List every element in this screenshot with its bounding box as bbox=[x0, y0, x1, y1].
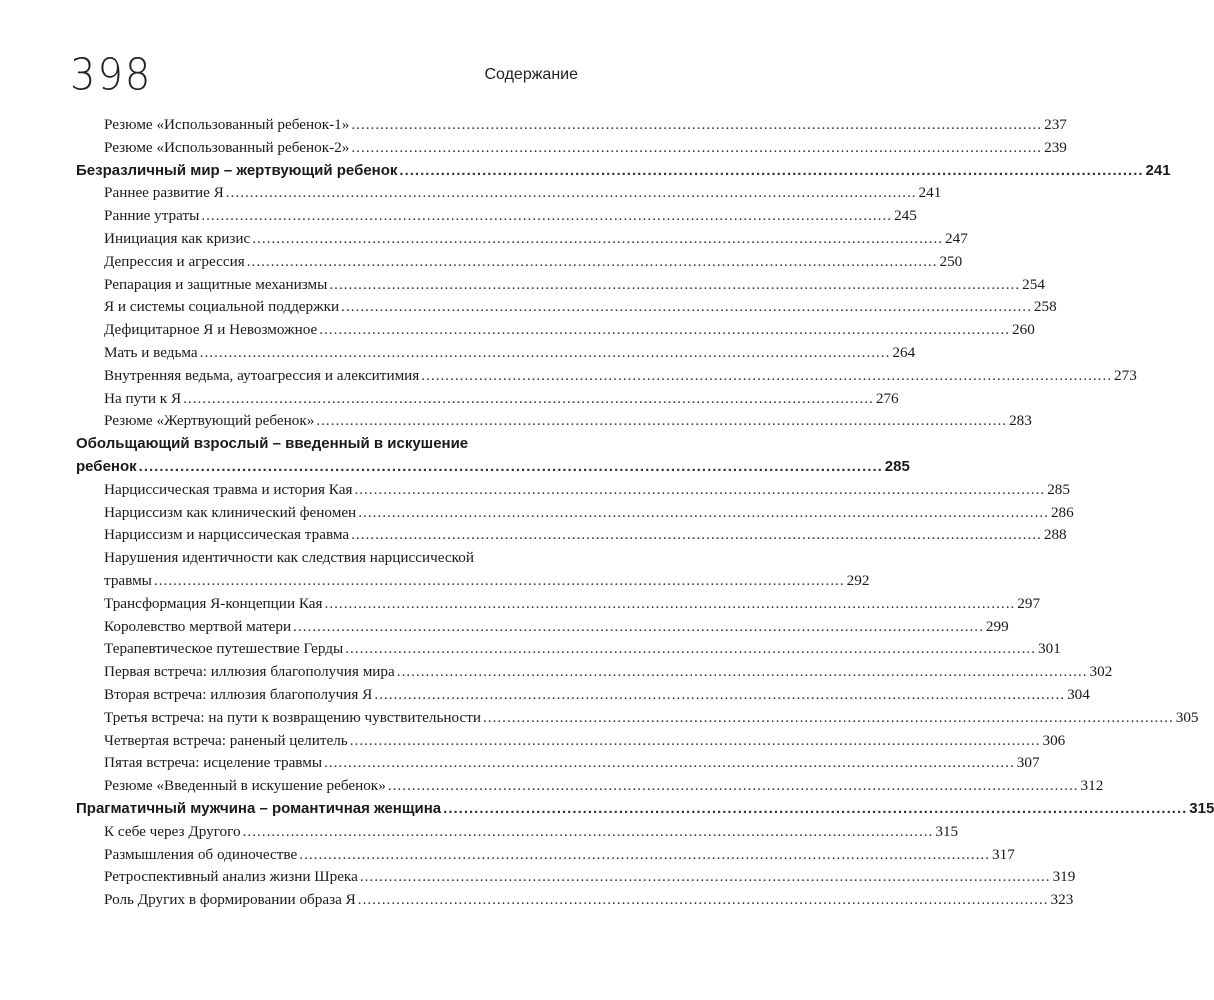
toc-entry[interactable] bbox=[76, 479, 1070, 502]
toc-entry[interactable] bbox=[76, 752, 1040, 775]
toc-entry-title: Раннее развитие Я bbox=[104, 184, 224, 202]
toc-entry[interactable] bbox=[76, 707, 1199, 730]
toc-entry-title: Внутренняя ведьма, аутоагрессия и алекситимия bbox=[104, 366, 420, 384]
dot-leader bbox=[200, 342, 891, 365]
toc-entry[interactable] bbox=[76, 251, 963, 274]
toc-entry[interactable] bbox=[76, 182, 942, 205]
toc-entry-page: 307 bbox=[1016, 754, 1040, 772]
toc-entry-title: Ретроспективный анализ жизни Шрека bbox=[104, 868, 358, 886]
toc-entry[interactable] bbox=[76, 502, 1074, 525]
dot-leader bbox=[226, 182, 917, 205]
toc-entry-page: 245 bbox=[894, 207, 917, 225]
toc-entry-title: Репарация и защитные механизмы bbox=[104, 275, 328, 293]
dot-leader bbox=[358, 502, 1049, 525]
toc-entry-title: На пути к Я bbox=[104, 389, 182, 407]
dot-leader bbox=[299, 844, 990, 867]
dot-leader bbox=[351, 524, 1042, 547]
dot-leader bbox=[247, 251, 938, 274]
dot-leader bbox=[201, 205, 892, 228]
dot-leader bbox=[139, 456, 883, 479]
toc-entry-title: Королевство мертвой матери bbox=[104, 617, 292, 635]
toc-entry-page: 315 bbox=[935, 822, 959, 840]
dot-leader bbox=[388, 775, 1079, 798]
page-number: 398 bbox=[70, 50, 153, 101]
toc-entry[interactable] bbox=[76, 114, 1067, 137]
toc-chapter[interactable] bbox=[76, 798, 1214, 821]
dot-leader bbox=[354, 479, 1045, 502]
toc-entry-title: Резюме «Введенный в искушение ребенок» bbox=[104, 777, 386, 795]
dot-leader bbox=[358, 889, 1049, 912]
dot-leader bbox=[243, 821, 934, 844]
toc-entry-title: Нарциссизм как клинический феномен bbox=[104, 503, 357, 521]
toc-entry-title: Первая встреча: иллюзия благополучия мира bbox=[104, 663, 395, 681]
dot-leader bbox=[183, 388, 874, 411]
toc-entry-title: Инициация как кризис bbox=[104, 229, 251, 247]
toc-chapter-page: 285 bbox=[884, 457, 910, 475]
toc-chapter-title-line2: ребенок bbox=[76, 457, 137, 475]
running-title: Содержание bbox=[484, 66, 578, 83]
dot-leader bbox=[316, 410, 1007, 433]
toc-entry-title: Роль Других в формировании образа Я bbox=[104, 891, 356, 909]
toc-entry-page: 297 bbox=[1017, 594, 1041, 612]
dot-leader bbox=[324, 752, 1015, 775]
toc-entry-page: 312 bbox=[1080, 777, 1104, 795]
toc-entry[interactable] bbox=[76, 730, 1066, 753]
toc-entry-title: Дефицитарное Я и Невозможное bbox=[104, 321, 318, 339]
toc-entry-page: 276 bbox=[875, 389, 899, 407]
toc-entry-title: Размышления об одиночестве bbox=[104, 845, 298, 863]
toc-entry-page: 283 bbox=[1009, 412, 1032, 430]
toc-entry[interactable] bbox=[76, 593, 1041, 616]
dot-leader bbox=[154, 570, 845, 593]
toc-entry-title: Резюме «Использованный ребенок-2» bbox=[104, 138, 350, 156]
toc-entry-page: 285 bbox=[1047, 480, 1070, 498]
dot-leader bbox=[351, 114, 1042, 137]
dot-leader bbox=[374, 684, 1065, 707]
toc-entry-title: Пятая встреча: исцеление травмы bbox=[104, 754, 323, 772]
dot-leader bbox=[350, 730, 1041, 753]
toc-entry-page: 319 bbox=[1052, 868, 1076, 886]
toc-chapter[interactable] bbox=[76, 160, 1171, 183]
toc-entry-title: Четвертая встреча: раненый целитель bbox=[104, 731, 348, 749]
toc-entry[interactable] bbox=[76, 524, 1067, 547]
dot-leader bbox=[421, 365, 1112, 388]
toc-entry[interactable] bbox=[76, 821, 959, 844]
toc-entry-title: Резюме «Жертвующий ребенок» bbox=[104, 412, 315, 430]
dot-leader bbox=[351, 137, 1042, 160]
toc-entry-title: Нарциссизм и нарциссическая травма bbox=[104, 526, 350, 544]
dot-leader bbox=[341, 296, 1032, 319]
toc-entry-page: 250 bbox=[939, 252, 963, 270]
dot-leader bbox=[319, 319, 1010, 342]
dot-leader bbox=[293, 616, 984, 639]
toc-entry[interactable] bbox=[76, 684, 1090, 707]
toc-entry-page: 301 bbox=[1038, 640, 1061, 658]
toc-entry[interactable] bbox=[76, 844, 1015, 867]
toc-entry[interactable] bbox=[76, 296, 1057, 319]
toc-entry-title: Мать и ведьма bbox=[104, 343, 198, 361]
toc-entry[interactable] bbox=[76, 365, 1137, 388]
toc-entry-title: Депрессия и агрессия bbox=[104, 252, 245, 270]
toc-entry-page: 304 bbox=[1067, 685, 1090, 703]
toc-entry[interactable] bbox=[76, 866, 1076, 889]
toc-entry-title: К себе через Другого bbox=[104, 822, 241, 840]
dot-leader bbox=[399, 160, 1143, 183]
toc-entry-page: 317 bbox=[992, 845, 1015, 863]
toc-entry[interactable] bbox=[76, 638, 1061, 661]
toc-entry-page: 323 bbox=[1050, 891, 1074, 909]
toc-entry-title: Вторая встреча: иллюзия благополучия Я bbox=[104, 685, 373, 703]
toc-chapter-page: 315 bbox=[1189, 799, 1214, 817]
dot-leader bbox=[397, 661, 1088, 684]
toc-entry-page: 260 bbox=[1012, 321, 1035, 339]
toc-entry[interactable] bbox=[76, 137, 1067, 160]
toc-entry[interactable] bbox=[76, 889, 1074, 912]
toc-entry[interactable] bbox=[76, 570, 870, 593]
toc-entry-page: 299 bbox=[985, 617, 1009, 635]
dot-leader bbox=[360, 866, 1051, 889]
toc-entry-title: Третья встреча: на пути к возвращению чувствительности bbox=[104, 708, 481, 726]
toc-entry-title: Я и системы социальной поддержки bbox=[104, 298, 340, 316]
toc-entry-page: 292 bbox=[846, 571, 870, 589]
toc-entry[interactable] bbox=[76, 319, 1035, 342]
toc-entry-page: 258 bbox=[1033, 298, 1057, 316]
toc-entry-page: 239 bbox=[1044, 138, 1067, 156]
toc-chapter-title: Прагматичный мужчина – романтичная женщина bbox=[76, 799, 442, 817]
toc-chapter-title: Безразличный мир – жертвующий ребенок bbox=[76, 161, 398, 179]
dot-leader bbox=[443, 798, 1187, 821]
toc-entry-page: 237 bbox=[1044, 116, 1067, 133]
toc-entry-page: 306 bbox=[1042, 731, 1066, 749]
toc-entry-page: 254 bbox=[1022, 275, 1045, 293]
toc-entry-page: 273 bbox=[1114, 366, 1137, 384]
toc-entry[interactable] bbox=[76, 775, 1104, 798]
toc-entry-title: Ранние утраты bbox=[104, 207, 200, 225]
toc-entry[interactable] bbox=[76, 228, 968, 251]
toc-entry-page: 264 bbox=[892, 343, 916, 361]
toc-entry-page: 305 bbox=[1175, 708, 1199, 726]
toc-entry[interactable] bbox=[76, 342, 916, 365]
toc-entry[interactable] bbox=[76, 616, 1009, 639]
dot-leader bbox=[252, 228, 943, 251]
table-of-contents bbox=[76, 114, 1214, 912]
toc-entry-title: Трансформация Я-концепции Кая bbox=[104, 594, 323, 612]
toc-chapter-page: 241 bbox=[1145, 161, 1171, 179]
toc-entry[interactable] bbox=[76, 205, 917, 228]
toc-entry-title: Терапевтическое путешествие Герды bbox=[104, 640, 344, 658]
toc-entry-page: 302 bbox=[1089, 663, 1113, 681]
dot-leader bbox=[483, 707, 1174, 730]
dot-leader bbox=[345, 638, 1036, 661]
toc-entry[interactable] bbox=[76, 388, 899, 411]
toc-chapter-title-line1[interactable]: Обольщающий взрослый – введенный в искушение bbox=[76, 435, 469, 453]
toc-entry-title: Нарциссическая травма и история Кая bbox=[104, 480, 353, 498]
toc-entry-title-line2: травмы bbox=[104, 571, 152, 589]
toc-entry-page: 241 bbox=[918, 184, 942, 202]
toc-entry[interactable] bbox=[76, 661, 1113, 684]
dot-leader bbox=[325, 593, 1016, 616]
toc-entry-page: 286 bbox=[1050, 503, 1074, 521]
toc-entry-page: 247 bbox=[945, 229, 968, 247]
toc-entry-title: Резюме «Использованный ребенок-1» bbox=[104, 116, 350, 133]
dot-leader bbox=[329, 274, 1020, 297]
toc-entry[interactable] bbox=[76, 274, 1045, 297]
toc-entry[interactable] bbox=[76, 410, 1032, 433]
toc-chapter[interactable] bbox=[76, 456, 910, 479]
toc-entry-page: 288 bbox=[1043, 526, 1067, 544]
toc-entry-title-line1[interactable]: Нарушения идентичности как следствия нарциссической bbox=[104, 549, 474, 567]
